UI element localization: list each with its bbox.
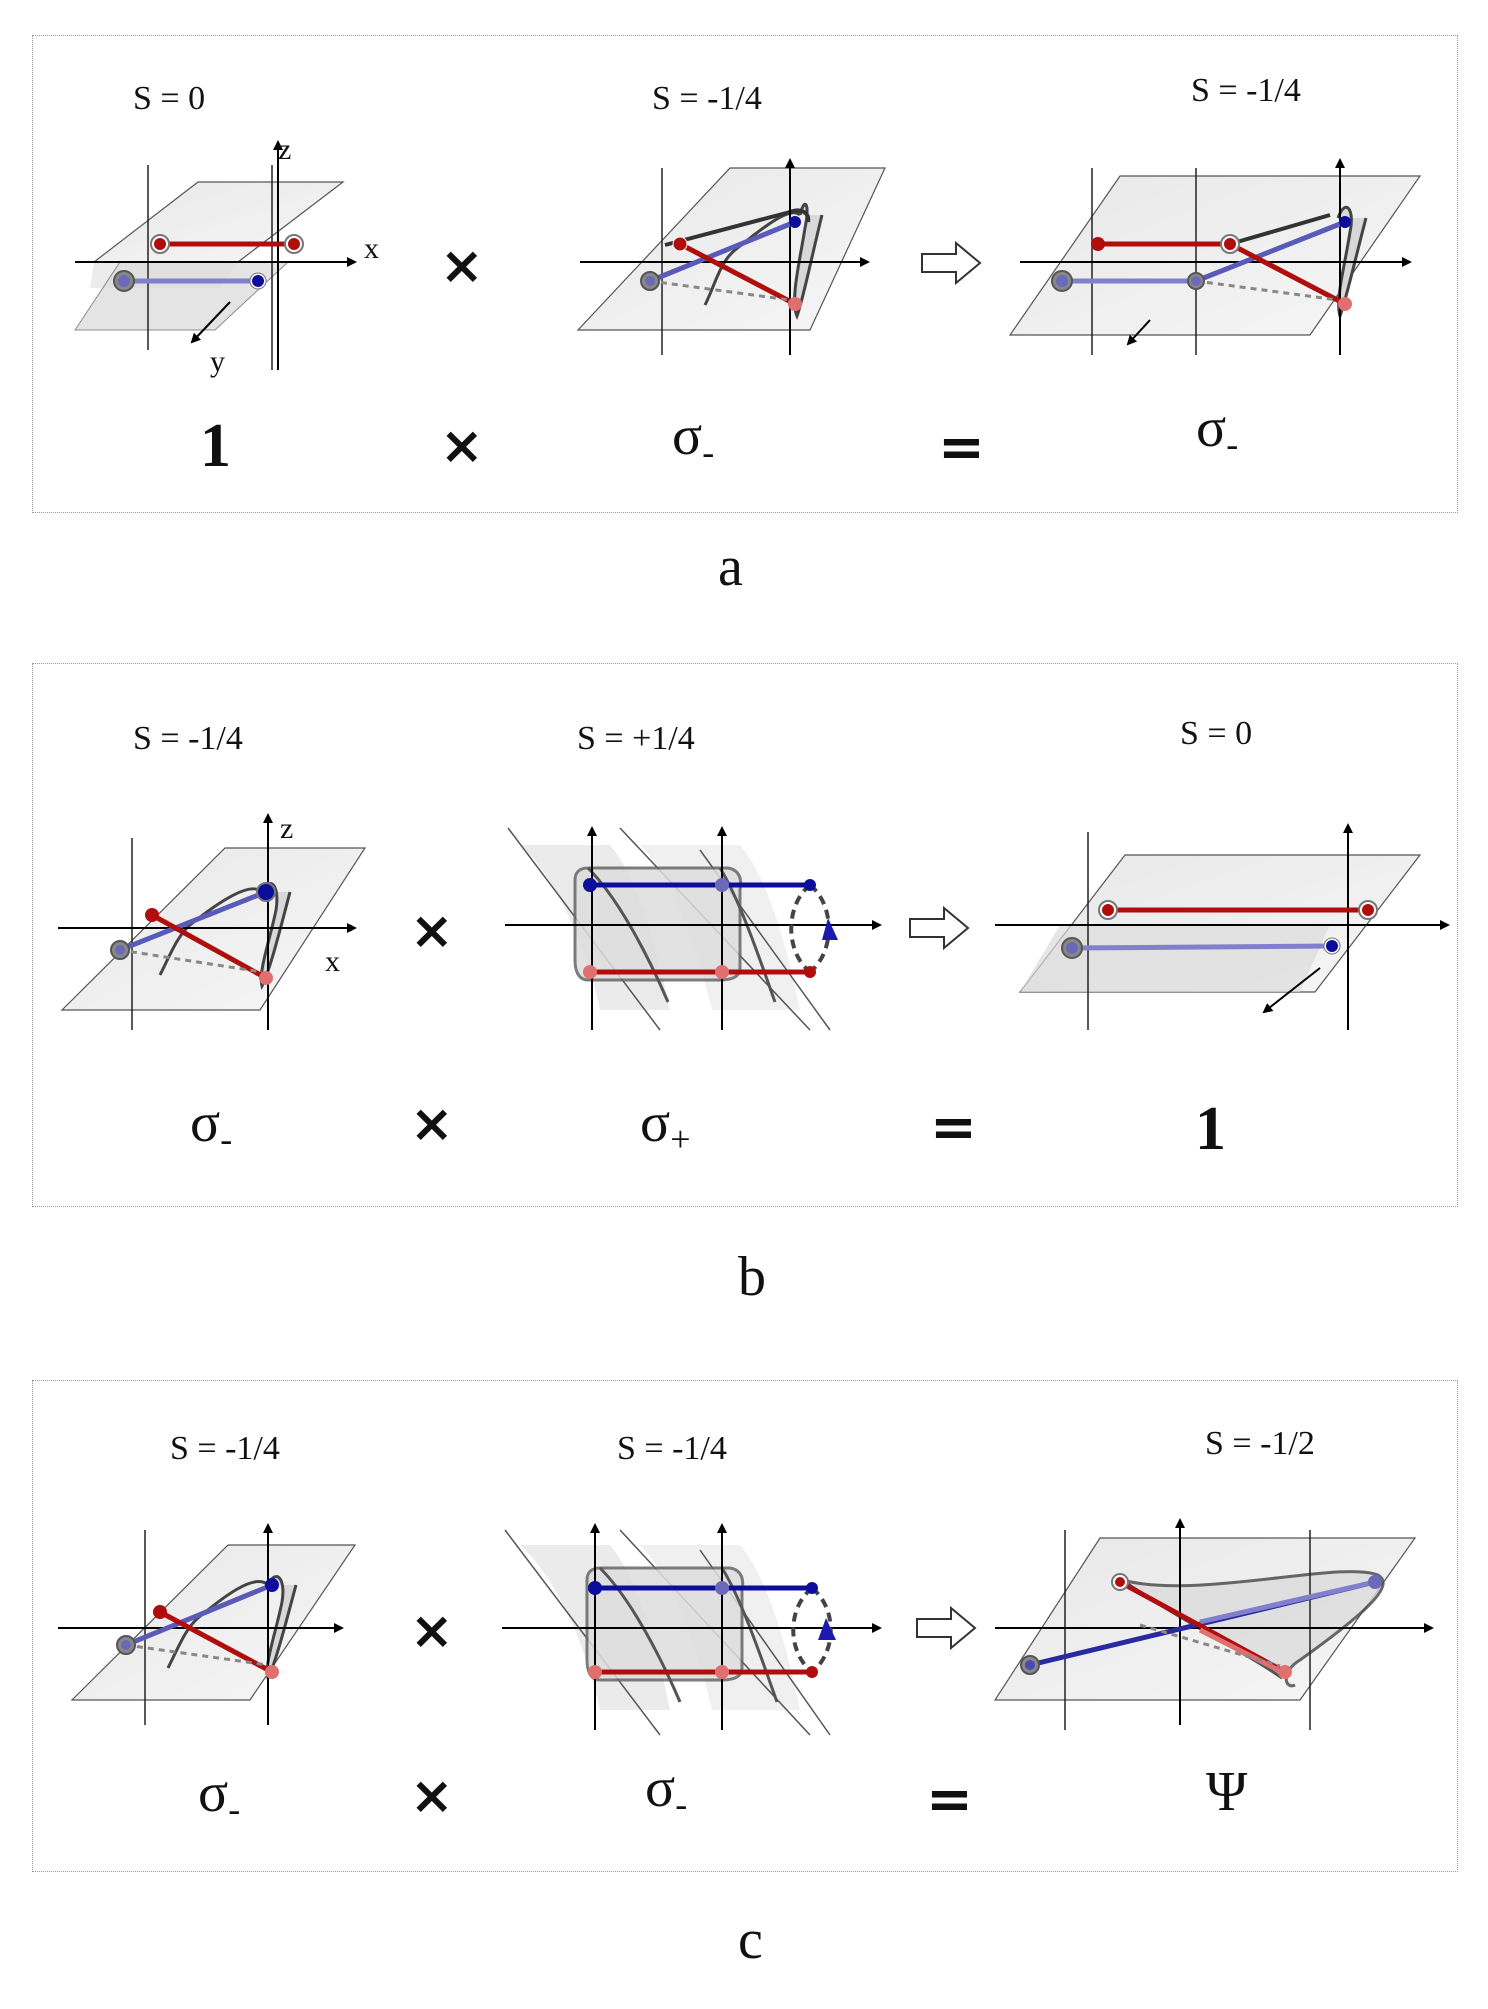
- times-sign-b-top: ×: [410, 901, 454, 961]
- spin-label-c3: S = -1/2: [1205, 1425, 1315, 1462]
- axis-label-y: y: [210, 345, 225, 378]
- times-sign-b: ×: [410, 1094, 454, 1154]
- spin-label-c1: S = -1/4: [170, 1430, 280, 1467]
- times-sign-c: ×: [410, 1766, 454, 1826]
- equals-sign: =: [938, 415, 985, 480]
- factor-b1: $\sigma_-$: [190, 1092, 233, 1159]
- spin-label-b3: S = 0: [1180, 715, 1253, 752]
- factor-b2: $\sigma_+$: [640, 1092, 691, 1159]
- spin-label-a1: S = 0: [133, 80, 206, 117]
- spin-label-c2: S = -1/4: [617, 1430, 727, 1467]
- factor-b3: 1: [1195, 1095, 1226, 1163]
- caption-c: c: [738, 1909, 763, 1971]
- times-sign-c-top: ×: [410, 1601, 454, 1661]
- times-sign-a: ×: [440, 416, 484, 476]
- caption-b: b: [738, 1246, 766, 1308]
- factor-a3: $\sigma_-$: [1196, 397, 1239, 464]
- equals-sign-c: =: [926, 1767, 973, 1832]
- factor-c2: $\sigma_-$: [645, 1757, 688, 1824]
- axis-label-z-b: z: [280, 812, 294, 845]
- factor-a2: $\sigma_-$: [672, 405, 715, 472]
- spin-label-a3: S = -1/4: [1191, 72, 1301, 109]
- axis-label-z: z: [278, 133, 292, 166]
- spin-label-b1: S = -1/4: [133, 720, 243, 757]
- times-sign: ×: [440, 236, 484, 296]
- spin-label-a2: S = -1/4: [652, 80, 762, 117]
- axis-label-x-b: x: [325, 945, 340, 978]
- factor-a1: 1: [200, 412, 231, 480]
- factor-c1: $\sigma_-$: [198, 1762, 241, 1829]
- factor-c3: Ψ: [1206, 1761, 1248, 1823]
- axis-label-x: x: [364, 232, 379, 265]
- caption-a: a: [718, 536, 743, 598]
- spin-label-b2: S = +1/4: [577, 720, 695, 757]
- equals-sign-b: =: [930, 1095, 977, 1160]
